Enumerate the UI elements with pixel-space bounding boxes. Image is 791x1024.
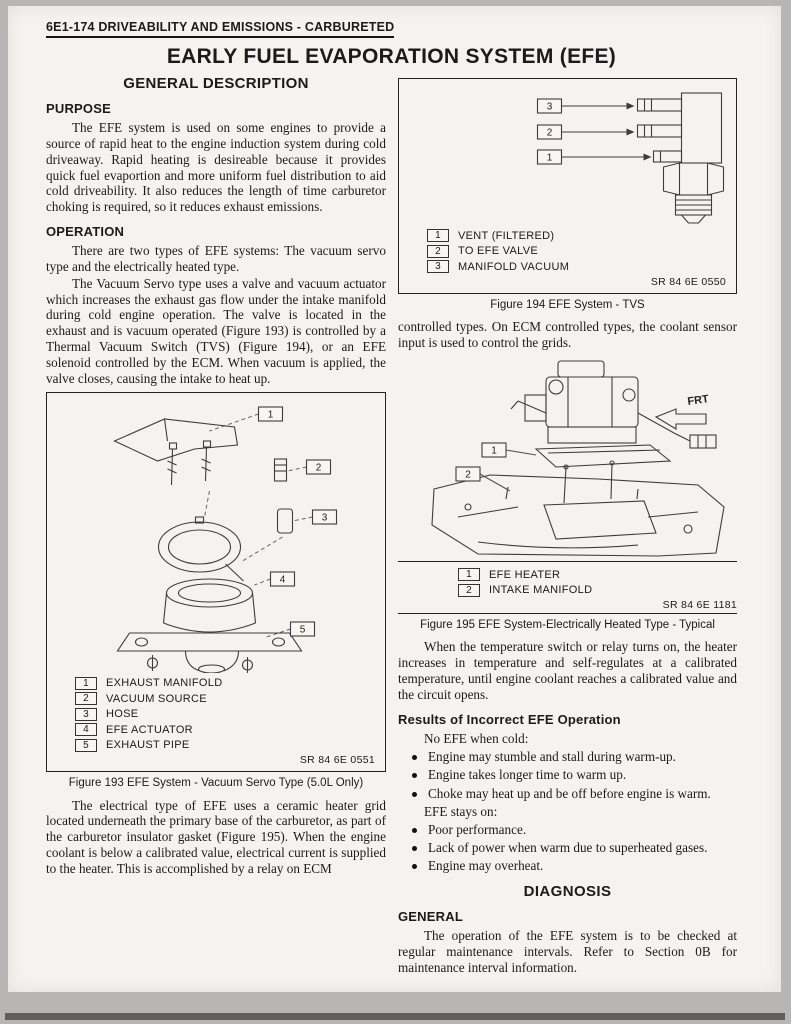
callout-box: 1 (458, 568, 480, 581)
figure-193-callout-1: 1 (267, 409, 274, 421)
running-header (46, 18, 737, 38)
callout-box: 2 (427, 245, 449, 258)
manual-page (8, 6, 781, 992)
right-column (398, 73, 737, 976)
figure-194 (398, 78, 737, 294)
figure-194-legend (409, 229, 726, 273)
bullet-text: Engine takes longer time to warm up. (428, 767, 627, 783)
callout-box: 2 (458, 584, 480, 597)
figure-195-ref: SR 84 6E 1181 (662, 599, 737, 612)
bullet-dot (412, 755, 417, 760)
callout-box: 5 (75, 739, 97, 752)
efe-stays-on-label: EFE stays on: (424, 803, 498, 819)
list-item (406, 822, 737, 838)
running-header-text: 6E1-174 DRIVEABILITY AND EMISSIONS - CARBURETED (46, 20, 394, 38)
bullet-dot (412, 828, 417, 833)
no-efe-when-cold-label: No EFE when cold: (424, 730, 529, 746)
legend-label: EXHAUST MANIFOLD (106, 677, 223, 690)
bullet-text: Engine may stumble and stall during warm-up. (428, 749, 676, 765)
heading-results-incorrect-efe: Results of Incorrect EFE Operation (398, 711, 621, 727)
figure-193-ref: SR 84 6E 0551 (299, 754, 375, 767)
general-paragraph: The operation of the EFE system is to be checked at regular maintenance intervals. Refer to Section 0B for maintenance interval information. (398, 928, 737, 976)
legend-item (458, 584, 737, 597)
legend-item (75, 708, 375, 721)
legend-item (427, 260, 726, 273)
legend-label: VACUUM SOURCE (106, 692, 207, 705)
figure-193 (46, 392, 386, 773)
list-item (406, 767, 737, 783)
legend-item (458, 568, 737, 581)
figure-193-callout-2: 2 (315, 462, 322, 474)
callout-box: 3 (75, 708, 97, 721)
legend-label: INTAKE MANIFOLD (489, 584, 593, 597)
bullet-dot (412, 792, 417, 797)
bullet-dot (412, 846, 417, 851)
legend-item (75, 739, 375, 752)
figure-193-caption: Figure 193 EFE System - Vacuum Servo Type (5.0L Only) (68, 777, 364, 790)
list-item (406, 858, 737, 874)
legend-item (75, 677, 375, 690)
legend-item (75, 692, 375, 705)
callout-box: 1 (75, 677, 97, 690)
callout-box: 4 (75, 723, 97, 736)
electrical-type-paragraph: The electrical type of EFE uses a ceramic heater grid located underneath the primary base of the carburetor, as part of the carburetor insulator gasket (Figure 195). When the engine coolant is below a calibrated value, electrical current is supplied to the heater. This is accomplished by a relay on ECM (46, 797, 386, 876)
legend-item (427, 245, 726, 258)
figure-194-callout-1: 1 (546, 152, 553, 164)
figure-193-legend (57, 677, 375, 752)
scan-edge-shadow (5, 1013, 785, 1020)
bullet-text: Choke may heat up and be off before engine is warm. (428, 785, 711, 801)
figure-194-caption: Figure 194 EFE System - TVS (490, 298, 645, 311)
legend-label: EFE ACTUATOR (106, 723, 193, 736)
figure-195 (398, 357, 737, 615)
page-title: EARLY FUEL EVAPORATION SYSTEM (EFE) (166, 45, 617, 68)
legend-item (75, 723, 375, 736)
purpose-paragraph: The EFE system is used on some engines to provide a source of rapid heat to the engine induction system during cold driveaway. Rapid heating is desireable because it provides quick fuel evaportion and more uniform fuel distribution to aid cold driveability. It also reduces the length of time carburetor choking is required, so it reduces exhaust emissions. (46, 120, 386, 215)
heading-operation: OPERATION (46, 224, 125, 240)
operation-paragraph-1: There are two types of EFE systems: The vacuum servo type and the electrically heated type. (46, 243, 386, 274)
figure-193-callout-5: 5 (299, 624, 306, 636)
legend-label: EXHAUST PIPE (106, 739, 190, 752)
figure-194-callout-3: 3 (546, 101, 553, 113)
heading-general: GENERAL (398, 909, 463, 925)
legend-label: TO EFE VALVE (458, 245, 539, 257)
bullet-text: Lack of power when warm due to superheated gases. (428, 840, 708, 856)
list-item (406, 840, 737, 856)
frt-arrow-label: FRT (686, 392, 710, 408)
left-column (46, 73, 386, 976)
bullet-dot (412, 864, 417, 869)
figure-195-callout-1: 1 (491, 445, 497, 457)
bullet-dot (412, 773, 417, 778)
figure-193-callout-3: 3 (321, 512, 328, 524)
list-item (406, 786, 737, 802)
temperature-paragraph: When the temperature switch or relay turns on, the heater increases in temperature and self-regulates at a calibrated temperature, until engine coolant reaches a calibrated value and the circuit opens. (398, 639, 737, 702)
figure-195-callout-2: 2 (465, 469, 471, 481)
legend-item (427, 229, 726, 242)
legend-label: EFE HEATER (489, 568, 561, 581)
figure-193-drawing (57, 401, 375, 673)
figure-193-callout-4: 4 (279, 574, 286, 586)
list-item (406, 749, 737, 765)
callout-box: 3 (427, 260, 449, 273)
legend-label: HOSE (106, 708, 139, 721)
heading-general-description: GENERAL DESCRIPTION (123, 75, 309, 92)
figure-195-drawing (398, 357, 737, 557)
figure-194-ref: SR 84 6E 0550 (650, 275, 726, 288)
figure-195-caption: Figure 195 EFE System-Electrically Heated Type - Typical (420, 619, 715, 632)
callout-box: 2 (75, 692, 97, 705)
operation-paragraph-2: The Vacuum Servo type uses a valve and vacuum actuator which increases the exhaust gas flow under the intake manifold during cold engine operation. The valve is located in the exhaust and is vacuum operated (Figure 193) is controlled by a Thermal Vacuum Switch (TVS) (Figure 194), or an EFE solenoid controlled by the ECM. When vacuum is applied, the valve closes, causing the intake to heat up. (46, 275, 386, 386)
heading-diagnosis: DIAGNOSIS (523, 883, 612, 901)
legend-label: MANIFOLD VACUUM (458, 260, 570, 273)
bullet-text: Poor performance. (428, 822, 527, 838)
figure-195-legend (398, 561, 737, 597)
figure-194-drawing (409, 87, 726, 225)
figure-194-callout-2: 2 (546, 127, 553, 139)
legend-label: VENT (FILTERED) (458, 229, 555, 242)
heading-purpose: PURPOSE (46, 101, 111, 116)
continued-paragraph: controlled types. On ECM controlled types, the coolant sensor input is used to control the grids. (398, 318, 737, 350)
callout-box: 1 (427, 229, 449, 242)
two-column-layout (46, 73, 737, 976)
bullet-text: Engine may overheat. (428, 858, 544, 874)
